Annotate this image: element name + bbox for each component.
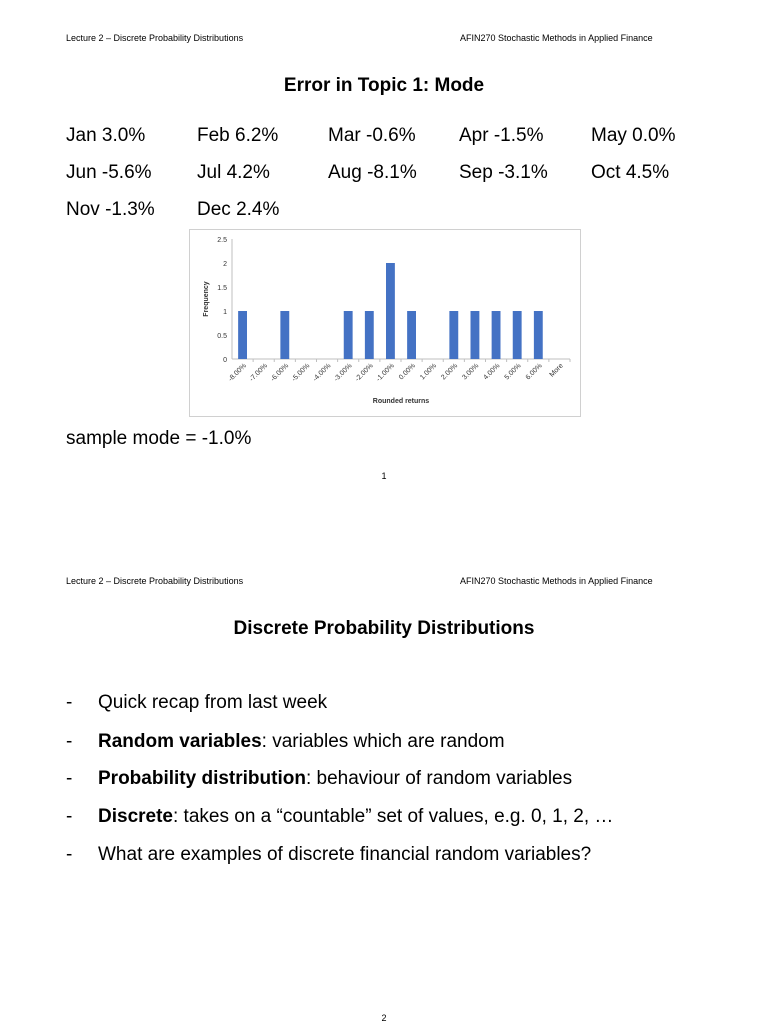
page2-title: Discrete Probability Distributions — [233, 618, 535, 639]
return-cell: Feb 6.2% — [197, 125, 279, 146]
y-tick-label: 0.5 — [217, 333, 227, 340]
x-tick-label: -7.00% — [248, 362, 270, 384]
page1-number: 1 — [381, 471, 387, 481]
x-tick-label: More — [548, 362, 565, 379]
histogram-svg — [190, 230, 580, 416]
return-cell: Nov -1.3% — [66, 199, 155, 220]
x-tick-label: -5.00% — [290, 362, 312, 384]
histogram-bar — [534, 311, 543, 359]
return-cell: Sep -3.1% — [459, 162, 548, 183]
histogram-bar — [280, 311, 289, 359]
bullet-bold: Random variables — [98, 731, 262, 752]
histogram-bar — [471, 311, 480, 359]
histogram-chart — [189, 229, 581, 417]
y-tick-label: 2.5 — [217, 237, 227, 244]
histogram-bar — [344, 311, 353, 359]
sample-mode: sample mode = -1.0% — [66, 428, 252, 449]
x-tick-label: 6.00% — [524, 362, 544, 382]
page2-header-right: AFIN270 Stochastic Methods in Applied Finance — [460, 576, 653, 586]
return-cell: Jan 3.0% — [66, 125, 146, 146]
bullet-dash: - — [66, 844, 73, 865]
x-tick-label: -6.00% — [269, 362, 291, 384]
x-tick-label: 0.00% — [397, 362, 417, 382]
histogram-bar — [513, 311, 522, 359]
return-cell: Oct 4.5% — [591, 162, 670, 183]
page1-header-left: Lecture 2 – Discrete Probability Distributions — [66, 33, 244, 43]
bullet-text: Quick recap from last week — [98, 692, 328, 713]
x-tick-label: 1.00% — [419, 362, 439, 382]
page2-number: 2 — [381, 1013, 387, 1023]
histogram-bar — [449, 311, 458, 359]
bullet-text: : variables which are random — [261, 731, 505, 752]
y-tick-label: 0 — [223, 357, 227, 364]
x-tick-label: 2.00% — [440, 362, 460, 382]
bullet-bold: Discrete — [98, 806, 173, 827]
y-tick-label: 1 — [223, 309, 227, 316]
x-tick-label: -4.00% — [311, 362, 333, 384]
y-tick-label: 2 — [223, 261, 227, 268]
return-cell: May 0.0% — [591, 125, 676, 146]
bullet-text: : behaviour of random variables — [305, 768, 573, 789]
bullet-dash: - — [66, 768, 73, 789]
page2-header-left: Lecture 2 – Discrete Probability Distributions — [66, 576, 244, 586]
return-cell: Apr -1.5% — [459, 125, 544, 146]
histogram-bar — [238, 311, 247, 359]
page1-title: Error in Topic 1: Mode — [283, 75, 485, 96]
bullet-text: : takes on a “countable” set of values, e.g. 0, 1, 2, … — [173, 806, 614, 827]
x-tick-label: -8.00% — [227, 362, 248, 384]
page1-header-right: AFIN270 Stochastic Methods in Applied Finance — [460, 33, 653, 43]
bullet-dash: - — [66, 692, 73, 713]
x-axis-title: Rounded returns — [372, 398, 430, 405]
x-tick-label: 3.00% — [461, 362, 481, 382]
x-tick-label: -1.00% — [375, 362, 396, 384]
return-cell: Jun -5.6% — [66, 162, 152, 183]
x-tick-label: -3.00% — [332, 362, 354, 384]
return-cell: Jul 4.2% — [197, 162, 270, 183]
return-cell: Mar -0.6% — [328, 125, 416, 146]
histogram-bar — [492, 311, 501, 359]
histogram-bar — [386, 263, 395, 359]
bullet-bold: Probability distribution — [98, 768, 306, 789]
return-cell: Aug -8.1% — [328, 162, 417, 183]
return-cell: Dec 2.4% — [197, 199, 280, 220]
histogram-bar — [365, 311, 374, 359]
y-tick-label: 1.5 — [217, 285, 227, 292]
histogram-bar — [407, 311, 416, 359]
x-tick-label: 5.00% — [503, 362, 523, 382]
x-tick-label: -2.00% — [354, 362, 375, 384]
y-axis-title: Frequency — [203, 281, 210, 317]
bullet-dash: - — [66, 806, 73, 827]
x-tick-label: 4.00% — [482, 362, 502, 382]
bullet-text: What are examples of discrete financial random variables? — [98, 844, 592, 865]
bullet-dash: - — [66, 731, 73, 752]
